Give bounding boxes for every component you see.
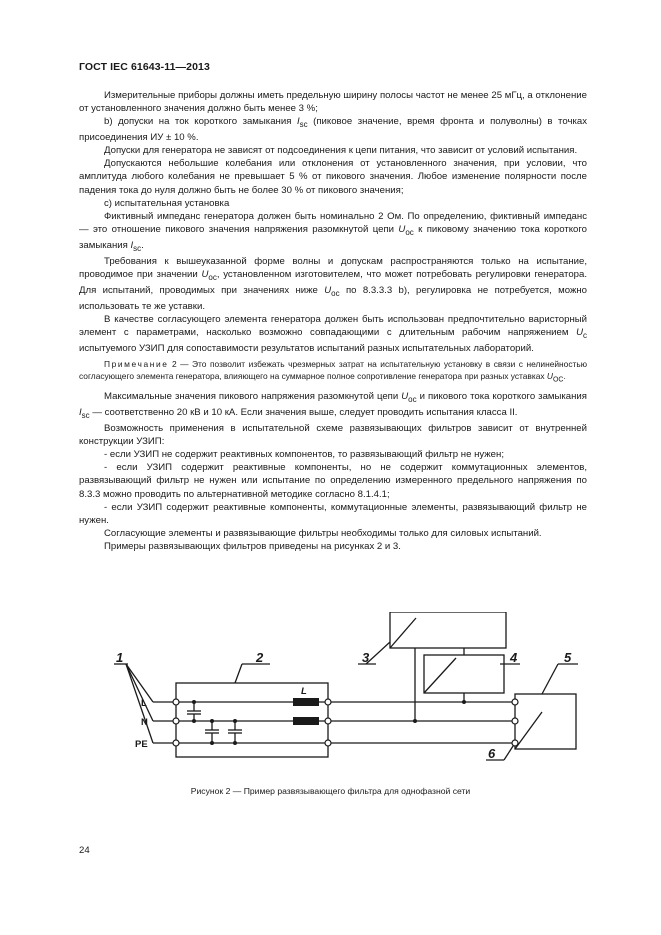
terminal <box>512 718 518 724</box>
label-3: 3 <box>362 650 370 665</box>
symbol: U <box>576 327 583 339</box>
text-run: b) допуски на ток короткого замыкания <box>104 116 297 128</box>
paragraph: Согласующие элементы и развязывающие фильтры необходимы только для силовых испытаний. <box>104 527 542 539</box>
text-run: Требования к вышеуказанной форме волны и допускам распространяются только на испытание, проводимое при значении <box>79 255 587 280</box>
leader-line <box>235 664 242 683</box>
text-run: испытуемого УЗИП для сопоставимости результатов испытаний разных испытательных лабораторий. <box>79 343 534 355</box>
text-run: , установленном изготовителем, что может потребовать регулировки генератора. Для испытаний, проводимых при значениях ниже <box>79 268 588 296</box>
inductor-n <box>293 717 319 725</box>
line-label-L: L <box>141 698 147 709</box>
paragraph <box>79 210 587 255</box>
label-1: 1 <box>116 650 124 665</box>
symbol: U <box>324 284 332 296</box>
junction-dot <box>192 700 196 704</box>
symbol: U <box>401 391 409 403</box>
junction-dot <box>210 741 214 745</box>
paragraph: c) испытательная установка <box>104 197 230 209</box>
symbol-subscript: OC <box>552 376 564 384</box>
paragraph: Допускаются небольшие колебания или отклонения от установленного значения, при условии, что амплитуда любого колебания не превышает 5 % от пикового значения. Любое изменение полярности после падения тока до нуля должно быть не более 30 % от пикового значения; <box>79 158 587 196</box>
spd-diagonal <box>515 712 542 749</box>
terminal <box>173 740 179 746</box>
line-label-N: N <box>141 717 148 728</box>
terminal <box>173 718 179 724</box>
text-run: . <box>141 239 144 251</box>
symbol: U <box>546 370 553 381</box>
generator-box <box>390 612 506 648</box>
symbol: I <box>296 116 300 128</box>
matching-element-box <box>424 655 504 693</box>
junction-dot <box>210 719 214 723</box>
page-number: 24 <box>79 845 90 856</box>
terminal <box>512 740 518 746</box>
leader-line <box>126 664 153 702</box>
text-run: по 8.3.3.3 b), регулировка не потребуется, можно использовать те же уставки. <box>79 284 587 312</box>
line-label-PE: PE <box>135 739 148 750</box>
figure-caption: Рисунок 2 — Пример развязывающего фильтра для однофазной сети <box>190 786 471 796</box>
text-run: В качестве согласующего элемента генератора должен быть использован предпочтительно варисторный элемент с параметрами, насколько возможно совпадающими с длительным рабочим напряжением <box>79 314 587 339</box>
symbol-subscript: sc <box>133 243 142 253</box>
text-run: Фиктивный импеданс генератора должен быть номинально 2 Ом. По определению, фиктивный импеданс — это отношение пикового значения напряжения разомкнутой цепи <box>79 210 587 235</box>
label-6: 6 <box>488 746 496 761</box>
generator-diagonal <box>390 618 416 648</box>
note-text: 2 — Это позволит избежать чрезмерных затрат на испытательную установку в связи с нелинейностью согласующего элемента генератора, влияющего на суммарное полное сопротивление генератора при разных уставках <box>79 359 587 381</box>
symbol: I <box>130 239 134 251</box>
list-item: - если УЗИП содержит реактивные компоненты, коммутационные элементы, развязывающий фильтр не нужен. <box>79 501 587 526</box>
circuit-diagram <box>90 612 590 772</box>
text-run: Максимальные значения пикового напряжения разомкнутой цепи <box>104 391 402 403</box>
terminal <box>173 699 179 705</box>
body-text <box>79 89 587 553</box>
symbol-subscript: sc <box>299 120 308 130</box>
symbol-subscript: c <box>583 331 587 341</box>
symbol-subscript: oc <box>408 394 417 404</box>
inductor-label: L <box>301 686 307 697</box>
label-5: 5 <box>564 650 572 665</box>
text-run: (пиковое значение, время фронта и полуволны) в точках присоединения ИУ ± 10 %. <box>79 116 587 144</box>
terminal <box>325 740 331 746</box>
label-2: 2 <box>256 650 264 665</box>
junction-dot <box>413 719 417 723</box>
paragraph: Возможность применения в испытательной схеме развязывающих фильтров зависит от внутренней конструкции УЗИП: <box>79 423 587 448</box>
junction-dot <box>192 719 196 723</box>
symbol-subscript: sc <box>81 410 90 420</box>
symbol: U <box>398 223 406 235</box>
paragraph <box>79 390 587 422</box>
junction-dot <box>233 741 237 745</box>
circuit-svg <box>90 612 590 772</box>
symbol-subscript: oc <box>405 227 414 237</box>
symbol: I <box>79 407 82 419</box>
junction-dot <box>233 719 237 723</box>
paragraph: Измерительные приборы должны иметь предельную ширину полосы частот не менее 25 мГц, а отклонение от установленного значения должно быть менее 3 %; <box>79 90 587 115</box>
list-item: - если УЗИП содержит реактивные компоненты, но не содержит коммутационных элементов, развязывающий фильтр не нужен или испытание по определению измеренного предельного напряжения по 8.3.3 можно проводить по альтернативной методике согласно 8.1.4.1; <box>79 462 587 500</box>
symbol-subscript: oc <box>208 272 217 282</box>
spd-box <box>515 694 576 749</box>
leader-line <box>542 664 558 694</box>
text-run: . <box>563 370 566 381</box>
symbol: U <box>201 268 209 280</box>
paragraph: Допуски для генератора не зависят от подсоединения к цепи питания, что зависит от условий испытания. <box>104 145 578 157</box>
label-4: 4 <box>510 650 518 665</box>
terminal <box>325 718 331 724</box>
terminal <box>512 699 518 705</box>
document-header: ГОСТ IEC 61643-11—2013 <box>79 61 210 73</box>
list-item: - если УЗИП не содержит реактивных компонентов, то развязывающий фильтр не нужен; <box>104 449 504 461</box>
note-label: Примечание <box>104 359 169 370</box>
paragraph <box>79 255 587 313</box>
note <box>79 359 587 386</box>
terminal <box>325 699 331 705</box>
matching-diagonal <box>424 658 456 693</box>
paragraph <box>79 115 587 144</box>
paragraph <box>79 313 587 355</box>
text-run: к пиковому значению тока короткого замыкания <box>79 223 587 251</box>
paragraph: Примеры развязывающих фильтров приведены на рисунках 2 и 3. <box>104 540 401 552</box>
junction-dot <box>462 700 466 704</box>
inductor-l <box>293 698 319 706</box>
leader-line <box>126 664 153 721</box>
leader-line <box>366 642 390 664</box>
text-run: и пикового тока короткого замыкания <box>416 391 587 403</box>
text-run: — соответственно 20 кВ и 10 кА. Если значения выше, следует проводить испытания класса II. <box>89 407 518 419</box>
symbol-subscript: oc <box>331 288 340 298</box>
leader-line <box>126 664 153 743</box>
